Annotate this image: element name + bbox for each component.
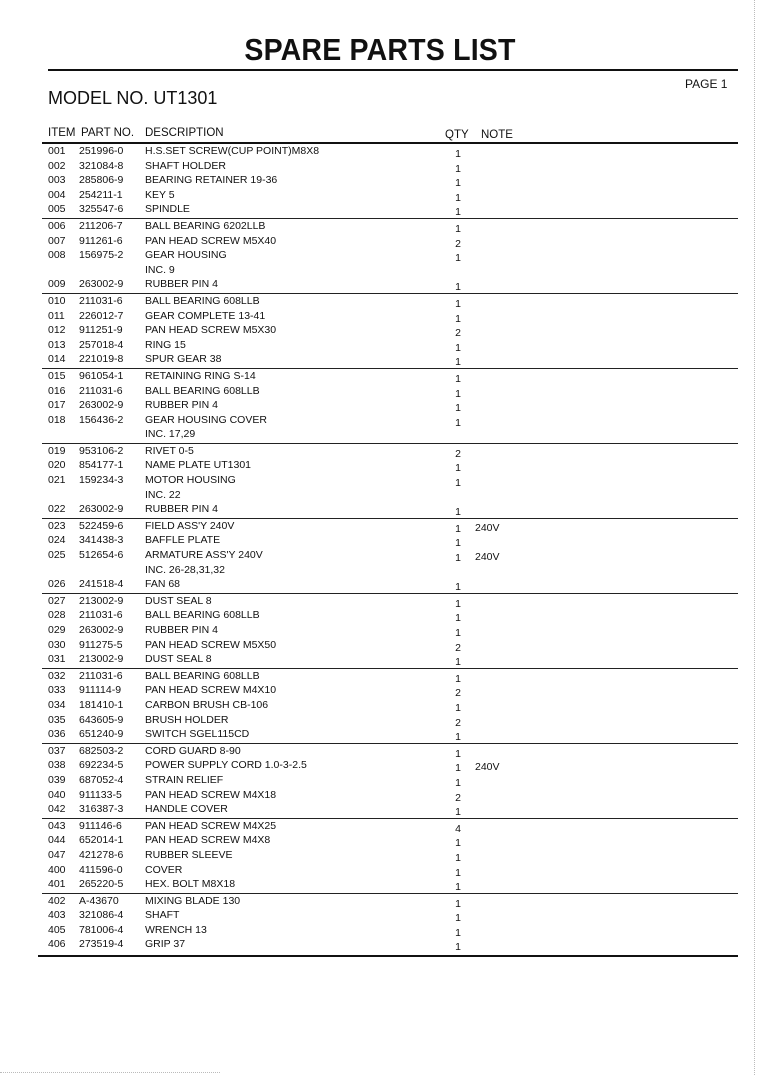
note: 240V [475,521,500,534]
table-row [42,713,738,728]
item-number: 018 [48,413,66,426]
table-row [42,594,738,609]
part-description: BALL BEARING 608LLB [145,669,260,682]
column-header-note: NOTE [481,129,513,141]
part-number: 953106-2 [79,444,124,457]
quantity: 1 [455,281,461,294]
quantity: 1 [455,341,461,354]
quantity: 2 [455,791,461,804]
column-header-item: ITEM [48,127,76,139]
item-number: 036 [48,728,66,741]
part-number: 316387-3 [79,803,124,816]
table-row [42,144,738,159]
part-description: FIELD ASS'Y 240V [145,519,235,532]
table-row [42,669,738,684]
part-number: 211031-6 [79,384,123,397]
part-description: PAN HEAD SCREW M5X40 [145,234,277,247]
includes-note: INC. 9 [145,263,175,276]
quantity: 1 [455,581,461,594]
item-number: 014 [48,353,66,366]
includes-note: INC. 26-28,31,32 [145,563,225,576]
part-description: RUBBER PIN 4 [145,399,218,412]
table-row [42,652,738,667]
parts-group [42,894,738,953]
table-row [42,248,738,263]
part-number: 211031-6 [79,294,123,307]
item-number: 008 [48,249,66,262]
table-row [42,577,738,592]
item-number: 403 [48,909,66,922]
part-description: SWITCH SGEL115CD [145,728,250,741]
title-rule [48,69,738,71]
item-number: 044 [48,834,66,847]
part-description: RUBBER PIN 4 [145,278,218,291]
part-description: RUBBER PIN 4 [145,503,218,516]
table-row [42,473,738,488]
quantity: 1 [455,312,461,325]
table-row [42,294,738,309]
part-number: 682503-2 [79,744,124,757]
item-number: 002 [48,159,66,172]
item-number: 405 [48,923,66,936]
item-number: 030 [48,638,66,651]
part-description: BALL BEARING 608LLB [145,609,260,622]
table-row [42,323,738,338]
table-row [42,698,738,713]
item-number: 011 [48,309,65,322]
item-number: 043 [48,819,66,832]
part-number: 652014-1 [79,834,124,847]
part-description: BALL BEARING 608LLB [145,384,260,397]
part-description: DUST SEAL 8 [145,594,212,607]
part-number: 211031-6 [79,609,123,622]
part-number: 911114-9 [79,684,122,697]
table-row [42,533,738,548]
parts-group [42,519,738,594]
column-header-qty: QTY [445,129,469,141]
quantity: 2 [455,447,461,460]
part-description: SPINDLE [145,203,190,216]
table-row [42,563,738,578]
parts-group [42,144,738,219]
table-row [42,444,738,459]
table-row [42,833,738,848]
parts-group [42,594,738,669]
part-number: 251996-0 [79,145,124,157]
item-number: 024 [48,534,66,547]
part-description: GRIP 37 [145,938,186,951]
quantity: 1 [455,162,461,175]
table-row [42,802,738,817]
part-description: CORD GUARD 8-90 [145,744,241,757]
bottom-rule [38,955,738,957]
part-number: 341438-3 [79,534,124,547]
table-row [42,908,738,923]
part-description: RUBBER PIN 4 [145,624,218,636]
item-number: 028 [48,609,66,622]
part-description: BALL BEARING 608LLB [145,294,260,307]
item-number: 034 [48,698,66,711]
item-number: 020 [48,459,66,472]
parts-group [42,744,738,819]
part-number: 211031-6 [79,669,123,682]
quantity: 1 [455,897,461,910]
quantity: 1 [455,552,461,565]
part-number: 321086-4 [79,909,124,922]
quantity: 1 [455,612,461,625]
item-number: 012 [48,324,66,337]
part-number: 911251-9 [79,324,123,337]
part-number: 321084-8 [79,159,124,172]
part-number: 911275-5 [79,638,123,651]
item-number: 033 [48,684,66,697]
quantity: 1 [455,252,461,265]
quantity: 2 [455,327,461,340]
part-number: 226012-7 [79,309,124,322]
quantity: 1 [455,776,461,789]
item-number: 022 [48,503,66,516]
parts-group [42,669,738,744]
item-number: 047 [48,848,66,861]
item-number: 038 [48,759,66,772]
part-number: 285806-9 [79,174,124,187]
quantity: 1 [455,912,461,925]
table-row [42,519,738,534]
item-number: 402 [48,894,66,907]
part-description: BRUSH HOLDER [145,713,229,726]
table-row [42,773,738,788]
quantity: 1 [455,297,461,310]
part-number: 241518-4 [79,578,124,591]
part-number: 273519-4 [79,938,124,951]
table-row [42,202,738,217]
parts-table [0,144,760,953]
column-header-description: DESCRIPTION [145,127,224,139]
quantity: 1 [455,627,461,639]
part-description: HEX. BOLT M8X18 [145,878,236,891]
item-number: 027 [48,594,66,607]
model-number: MODEL NO. UT1301 [48,88,218,108]
item-number: 013 [48,338,66,351]
part-description: RIVET 0-5 [145,444,194,457]
quantity: 4 [455,822,461,835]
quantity: 1 [455,372,461,385]
item-number: 007 [48,234,66,247]
part-description: CARBON BRUSH CB-106 [145,698,269,711]
part-number: 911146-6 [79,819,122,832]
item-number: 406 [48,938,66,951]
quantity: 1 [455,537,461,550]
quantity: 1 [455,506,461,519]
quantity: 1 [455,701,461,714]
part-number: 961054-1 [79,369,124,382]
parts-group [42,219,738,294]
part-description: RETAINING RING S-14 [145,369,256,382]
quantity: 1 [455,387,461,400]
table-row [42,458,738,473]
item-number: 016 [48,384,66,397]
part-number: 651240-9 [79,728,124,741]
part-description: GEAR HOUSING [145,249,227,262]
table-row [42,502,738,517]
item-number: 010 [48,294,66,307]
table-row [42,937,738,952]
item-number: 039 [48,773,66,786]
part-description: POWER SUPPLY CORD 1.0-3-2.5 [145,759,307,772]
table-row [42,683,738,698]
table-row [42,623,738,638]
includes-note: INC. 17,29 [145,428,196,441]
part-number: 156436-2 [79,413,124,426]
table-row [42,863,738,878]
part-description: BALL BEARING 6202LLB [145,219,266,232]
item-number: 009 [48,278,66,291]
part-number: 522459-6 [79,519,124,532]
part-description: KEY 5 [145,188,175,201]
item-number: 401 [48,878,66,891]
table-row [42,894,738,909]
part-number: 854177-1 [79,459,124,472]
part-description: PAN HEAD SCREW M4X25 [145,819,277,832]
part-description: PAN HEAD SCREW M5X30 [145,324,277,337]
item-number: 019 [48,444,66,457]
part-number: 263002-9 [79,278,124,291]
part-number: 781006-4 [79,923,124,936]
part-description: WRENCH 13 [145,923,207,936]
part-number: 156975-2 [79,249,124,262]
table-row [42,384,738,399]
part-number: 213002-9 [79,653,124,666]
item-number: 040 [48,788,66,801]
part-description: RING 15 [145,338,186,351]
parts-group [42,369,738,444]
quantity: 1 [455,881,461,894]
part-number: 692234-5 [79,759,124,772]
table-row [42,923,738,938]
part-number: 325547-6 [79,203,124,216]
scan-edge-bottom [0,1072,220,1074]
part-description: MIXING BLADE 130 [145,894,241,907]
quantity: 1 [455,762,461,775]
quantity: 1 [455,941,461,954]
part-description: H.S.SET SCREW(CUP POINT)M8X8 [145,145,320,157]
quantity: 1 [455,177,461,190]
part-description: PAN HEAD SCREW M4X10 [145,684,277,697]
table-row [42,788,738,803]
part-number: 257018-4 [79,338,124,351]
table-row [42,638,738,653]
item-number: 004 [48,188,66,201]
quantity: 1 [455,206,461,219]
table-row [42,427,738,442]
item-number: 037 [48,744,66,757]
part-number: 687052-4 [79,773,124,786]
part-number: 265220-5 [79,878,124,891]
quantity: 1 [455,597,461,610]
part-number: 512654-6 [79,549,124,562]
table-row [42,263,738,278]
quantity: 1 [455,851,461,864]
includes-note: INC. 22 [145,488,181,501]
part-description: FAN 68 [145,578,181,591]
table-row [42,744,738,759]
part-number: 643605-9 [79,713,124,726]
column-header-part-no: PART NO. [81,127,135,139]
table-row [42,159,738,174]
table-row [42,234,738,249]
item-number: 031 [48,653,66,666]
part-number: 911261-6 [79,234,123,247]
table-row [42,398,738,413]
part-number: A-43670 [79,894,119,907]
table-row [42,309,738,324]
item-number: 006 [48,219,66,232]
quantity: 1 [455,806,461,819]
table-row [42,173,738,188]
quantity: 1 [455,148,461,160]
note: 240V [475,551,500,564]
document-title: SPARE PARTS LIST [244,32,516,67]
quantity: 1 [455,731,461,744]
part-description: RUBBER SLEEVE [145,848,233,861]
part-number: 263002-9 [79,399,124,412]
table-row [42,819,738,834]
table-row [42,848,738,863]
part-number: 211206-7 [79,219,123,232]
part-description: STRAIN RELIEF [145,773,224,786]
table-row [42,277,738,292]
part-description: SHAFT HOLDER [145,159,226,172]
part-number: 159234-3 [79,474,124,487]
item-number: 005 [48,203,66,216]
item-number: 026 [48,578,66,591]
table-row [42,369,738,384]
item-number: 017 [48,399,66,412]
item-number: 021 [48,474,66,487]
item-number: 025 [48,549,66,562]
table-row [42,188,738,203]
table-row [42,488,738,503]
part-number: 213002-9 [79,594,124,607]
part-description: PAN HEAD SCREW M4X18 [145,788,277,801]
part-number: 254211-1 [79,188,123,201]
parts-group [42,294,738,369]
item-number: 035 [48,713,66,726]
part-description: PAN HEAD SCREW M5X50 [145,638,277,651]
page-number: PAGE 1 [685,77,728,91]
part-number: 911133-5 [79,788,122,801]
quantity: 2 [455,687,461,700]
part-description: GEAR COMPLETE 13-41 [145,309,266,322]
item-number: 032 [48,669,66,682]
quantity: 1 [455,356,461,369]
item-number: 400 [48,863,66,876]
quantity: 1 [455,462,461,475]
part-description: PAN HEAD SCREW M4X8 [145,834,271,847]
table-row [42,548,738,563]
part-number: 263002-9 [79,503,124,516]
part-number: 411596-0 [79,863,123,876]
quantity: 1 [455,522,461,535]
part-number: 421278-6 [79,848,124,861]
table-row [42,877,738,892]
item-number: 003 [48,174,66,187]
quantity: 2 [455,716,461,729]
part-description: GEAR HOUSING COVER [145,413,267,426]
part-description: NAME PLATE UT1301 [145,459,252,472]
part-number: 263002-9 [79,624,124,636]
quantity: 1 [455,747,461,760]
table-row [42,352,738,367]
quantity: 1 [455,866,461,879]
part-description: DUST SEAL 8 [145,653,212,666]
part-number: 221019-8 [79,353,124,366]
item-number: 042 [48,803,66,816]
parts-group [42,819,738,894]
quantity: 1 [455,191,461,204]
table-row [42,608,738,623]
quantity: 1 [455,222,461,235]
scan-edge-right [754,0,756,1075]
part-description: BEARING RETAINER 19-36 [145,174,278,187]
table-row [42,727,738,742]
part-description: COVER [145,863,183,876]
quantity: 1 [455,477,461,490]
part-number: 181410-1 [79,698,124,711]
quantity: 2 [455,641,461,654]
quantity: 1 [455,416,461,429]
table-row [42,758,738,773]
quantity: 2 [455,237,461,250]
item-number: 015 [48,369,66,382]
part-description: ARMATURE ASS'Y 240V [145,549,263,562]
quantity: 1 [455,656,461,669]
quantity: 1 [455,672,461,685]
item-number: 029 [48,624,66,636]
quantity: 1 [455,926,461,939]
item-number: 001 [48,145,66,157]
table-row [42,338,738,353]
part-description: MOTOR HOUSING [145,474,236,487]
part-description: BAFFLE PLATE [145,534,221,547]
item-number: 023 [48,519,66,532]
note: 240V [475,761,500,774]
parts-group [42,444,738,519]
quantity: 1 [455,837,461,850]
part-description: SPUR GEAR 38 [145,353,222,366]
table-row [42,219,738,234]
quantity: 1 [455,402,461,415]
part-description: SHAFT [145,909,180,922]
table-row [42,413,738,428]
part-description: HANDLE COVER [145,803,228,816]
